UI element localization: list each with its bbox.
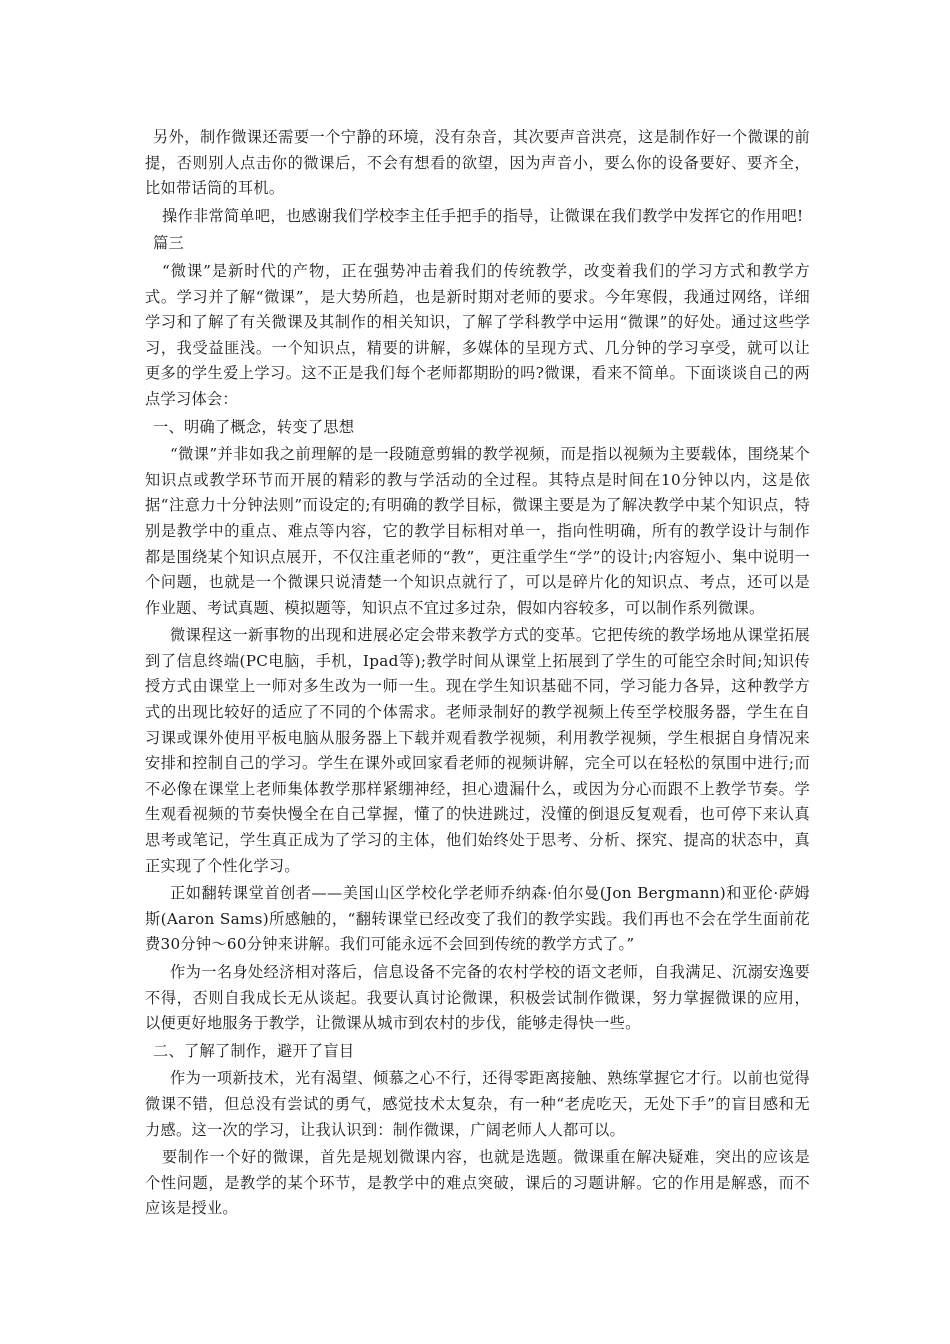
- paragraph-weike-intro: “微课”是新时代的产物，正在强势冲击着我们的传统教学，改变着我们的学习方式和教学方式。学习并了解“微课”，是大势所趋，也是新时期对老师的要求。今年寒假，我通过网络，详细学习和了解了有关微课及其制作的相关知识，了解了学科教学中运用“微课”的好处。通过这些学习，我受益匪浅。一个知识点，精要的讲解，多媒体的呈现方式、几分钟的学习享受，就可以让更多的学生爱上学习。这不正是我们每个老师都期盼的吗?微课，看来不简单。下面谈谈自己的两点学习体会：: [145, 261, 810, 408]
- paragraph-intro: 另外，制作微课还需要一个宁静的环境，没有杂音，其次要声音洪亮，这是制作好一个微课的前提，否则别人点击你的微课后，不会有想看的欲望，因为声音小，要么你的设备要好、要齐全，比如带话筒的耳机。: [145, 128, 810, 198]
- paragraph-flipped-classroom: 正如翻转课堂首创者——美国山区学校化学老师乔纳森·伯尔曼(Jon Bergmann)和亚伦·萨姆斯(Aaron Sams)所感触的，“翻转课堂已经改变了我们的教学实践。我们再也不会在学生面前花费30分钟～60分钟来讲解。我们可能永远不会回到传统的教学方式了。”: [145, 884, 810, 954]
- paragraph-concept: “微课”并非如我之前理解的是一段随意剪辑的教学视频，而是指以视频为主要载体，围绕某个知识点或教学环节而开展的精彩的教与学活动的全过程。其特点是时间在10分钟以内，这是依据“注意力十分钟法则”而设定的;有明确的教学目标，微课主要是为了解决教学中某个知识点，特别是教学中的重点、难点等内容，它的教学目标相对单一，指向性明确，所有的教学设计与制作都是围绕某个知识点展开，不仅注重老师的“教”，更注重学生“学”的设计;内容短小、集中说明一个问题，也就是一个微课只说清楚一个知识点就行了，可以是碎片化的知识点、考点，还可以是作业题、考试真题、模拟题等，知识点不宜过多过杂，假如内容较多，可以制作系列微课。: [145, 445, 810, 617]
- paragraph-topic-selection: 要制作一个好的微课，首先是规划微课内容，也就是选题。微课重在解决疑难，突出的应该是个性问题，是教学的某个环节，是教学中的难点突破，课后的习题讲解。它的作用是解惑，而不应该是授业。: [145, 1148, 810, 1218]
- paragraph-rural-teacher: 作为一名身处经济相对落后，信息设备不完备的农村学校的语文老师，自我满足、沉溺安逸要不得，否则自我成长无从谈起。我要认真讨论微课，积极尝试制作微课，努力掌握微课的应用，以便更好地服务于教学，让微课从城市到农村的步伐，能够走得快一些。: [145, 963, 810, 1033]
- paragraph-new-technology: 作为一项新技术，光有渴望、倾慕之心不行，还得零距离接触、熟练掌握它才行。以前也觉得微课不错，但总没有尝试的勇气，感觉技术太复杂，有一种“老虎吃天，无处下手”的盲目感和无力感。这一次的学习，让我认识到：制作微课，广阔老师人人都可以。: [145, 1069, 810, 1139]
- paragraph-thanks: 操作非常简单吧，也感谢我们学校李主任手把手的指导，让微课在我们教学中发挥它的作用吧!: [162, 206, 804, 225]
- paragraph-transformation: 微课程这一新事物的出现和进展必定会带来教学方式的变革。它把传统的教学场地从课堂拓展到了信息终端(PC电脑，手机，Ipad等);教学时间从课堂上拓展到了学生的可能空余时间;知识传授方式由课堂上一师对多生改为一师一生。现在学生知识基础不同，学习能力各异，这种教学方式的出现比较好的适应了不同的个体需求。老师录制好的教学视频上传至学校服务器，学生在自习课或课外使用平板电脑从服务器上下载并观看教学视频，利用教学视频，学生根据自身情况来安排和控制自己的学习。学生在课外或回家看老师的视频讲解，完全可以在轻松的氛围中进行;而不必像在课堂上老师集体教学那样紧绷神经，担心遗漏什么，或因为分心而跟不上教学节奏。学生观看视频的节奏快慢全在自己掌握，懂了的快进跳过，没懂的倒退反复观看，也可停下来认真思考或笔记，学生真正成为了学习的主体，他们始终处于思考、分析、探究、提高的状态中，真正实现了个性化学习。: [145, 626, 810, 875]
- document-body: [145, 125, 810, 1224]
- section-heading-one: 一、明确了概念，转变了思想: [153, 417, 355, 436]
- section-title-pian-san: 篇三: [153, 234, 184, 253]
- section-heading-two: 二、了解了制作，避开了盲目: [153, 1041, 355, 1060]
